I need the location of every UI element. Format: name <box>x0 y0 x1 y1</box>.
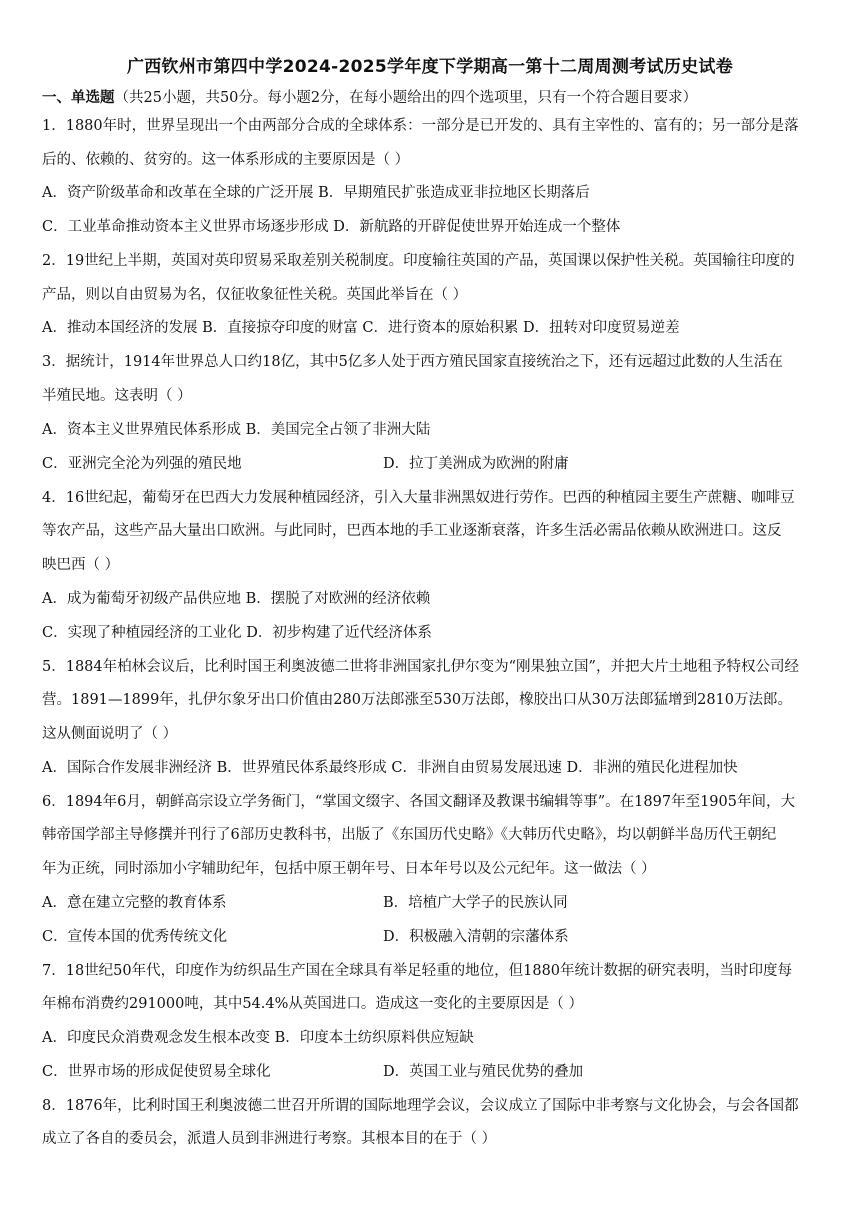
question-7-option-c: C．世界市场的形成促使贸易全球化 <box>42 1064 271 1080</box>
question-7-stem-line-1: 7．18世纪50年代，印度作为纺织品生产国在全球具有举足轻重的地位，但1880年统计数据的研究表明，当时印度每 <box>42 963 793 979</box>
question-5-options-line-1: A．国际合作发展非洲经济 B．世界殖民体系最终形成 C．非洲自由贸易发展迅速 D．非洲的殖民化进程加快 <box>42 760 738 776</box>
question-7-options-row-2 <box>42 1062 584 1082</box>
question-6-option-d: D．积极融入清朝的宗藩体系 <box>383 929 569 945</box>
question-6-stem-line-1: 6．1894年6月，朝鲜高宗设立学务衙门，“掌国文缀字、各国文翻译及教课书编辑等事”。在1897年至1905年间，大 <box>42 794 795 810</box>
question-6-stem-line-3: 年为正统，同时添加小字辅助纪年，包括中原王朝年号、日本年号以及公元纪年。这一做法（ ） <box>42 861 656 877</box>
question-2-stem-line-2: 产品，则以自由贸易为名，仅征收象征性关税。英国此举旨在（ ） <box>42 287 468 303</box>
question-3-stem-line-2: 半殖民地。这表明（ ） <box>42 388 192 404</box>
question-1-options-line-2: C．工业革命推动资本主义世界市场逐步形成 D．新航路的开辟促使世界开始连成一个整体 <box>42 219 621 235</box>
question-3-options-line-1: A．资本主义世界殖民体系形成 B．美国完全占领了非洲大陆 <box>42 422 431 438</box>
question-6-options-row-2 <box>42 927 569 947</box>
question-2-options-line-1: A．推动本国经济的发展 B．直接掠夺印度的财富 C．进行资本的原始积累 D．扭转对印度贸易逆差 <box>42 320 680 336</box>
question-1-stem-line-2: 后的、依赖的、贫穷的。这一体系形成的主要原因是（ ） <box>42 152 410 168</box>
exam-title: 广西钦州市第四中学2024-2025学年度下学期高一第十二周周测考试历史试卷 <box>126 57 734 77</box>
question-7-stem-line-2: 年棉布消费约291000吨，其中54.4%从英国进口。造成这一变化的主要原因是（ ） <box>42 996 584 1012</box>
question-5-stem-line-2: 营。1891—1899年，扎伊尔象牙出口价值由280万法郎涨至530万法郎，橡胶出口从30万法郎猛增到2810万法郎。 <box>42 692 793 708</box>
question-5-stem-line-1: 5．1884年柏林会议后，比利时国王利奥波德二世将非洲国家扎伊尔变为“刚果独立国”，并把大片土地租予特权公司经 <box>42 659 799 675</box>
question-8-stem-line-2: 成立了各自的委员会，派遣人员到非洲进行考察。其根本目的在于（ ） <box>42 1131 497 1147</box>
question-4-stem-line-3: 映巴西（ ） <box>42 557 120 573</box>
question-3-option-c: C．亚洲完全沦为列强的殖民地 <box>42 456 242 472</box>
question-1-stem-line-1: 1．1880年时，世界呈现出一个由两部分合成的全球体系：一部分是已开发的、具有主宰性的、富有的；另一部分是落 <box>42 118 799 134</box>
question-3-options-row-2 <box>42 454 569 474</box>
question-4-options-line-2: C．实现了种植园经济的工业化 D．初步构建了近代经济体系 <box>42 625 432 641</box>
section-note: （共25小题，共50分。每小题2分，在每小题给出的四个选项里，只有一个符合题目要求） <box>114 90 698 106</box>
section-heading <box>42 88 697 108</box>
question-1-options-line-1: A．资产阶级革命和改革在全球的广泛开展 B．早期殖民扩张造成亚非拉地区长期落后 <box>42 185 590 201</box>
question-8-stem-line-1: 8．1876年，比利时国王利奥波德二世召开所谓的国际地理学会议，会议成立了国际中非考察与文化协会，与会各国都 <box>42 1098 799 1114</box>
question-5-stem-line-3: 这从侧面说明了（ ） <box>42 726 178 742</box>
question-3-stem-line-1: 3．据统计，1914年世界总人口约18亿，其中5亿多人处于西方殖民国家直接统治之下，还有远超过此数的人生活在 <box>42 354 783 370</box>
question-6-options-row-1 <box>42 893 568 913</box>
question-6-option-b: B．培植广大学子的民族认同 <box>383 895 568 911</box>
question-2-stem-line-1: 2．19世纪上半期，英国对英印贸易采取差别关税制度。印度输往英国的产品，英国课以保护性关税。英国输往印度的 <box>42 253 795 269</box>
question-7-option-d: D．英国工业与殖民优势的叠加 <box>383 1064 584 1080</box>
question-4-stem-line-1: 4．16世纪起，葡萄牙在巴西大力发展种植园经济，引入大量非洲黑奴进行劳作。巴西的种植园主要生产蔗糖、咖啡豆 <box>42 490 795 506</box>
section-heading-text: 一、单选题 <box>42 89 115 106</box>
question-3-option-d: D．拉丁美洲成为欧洲的附庸 <box>383 456 569 472</box>
question-7-options-line-1: A．印度民众消费观念发生根本改变 B．印度本土纺织原料供应短缺 <box>42 1030 474 1046</box>
question-6-option-c: C．宣传本国的优秀传统文化 <box>42 929 228 945</box>
question-4-options-line-1: A．成为葡萄牙初级产品供应地 B．摆脱了对欧洲的经济依赖 <box>42 591 431 607</box>
question-4-stem-line-2: 等农产品，这些产品大量出口欧洲。与此同时，巴西本地的手工业逐渐衰落，许多生活必需品依赖从欧洲进口。这反 <box>42 523 782 539</box>
question-6-option-a: A．意在建立完整的教育体系 <box>42 895 227 911</box>
question-6-stem-line-2: 韩帝国学部主导修撰并刊行了6部历史教科书，出版了《东国历代史略》《大韩历代史略》，均以朝鲜半岛历代王朝纪 <box>42 827 777 843</box>
